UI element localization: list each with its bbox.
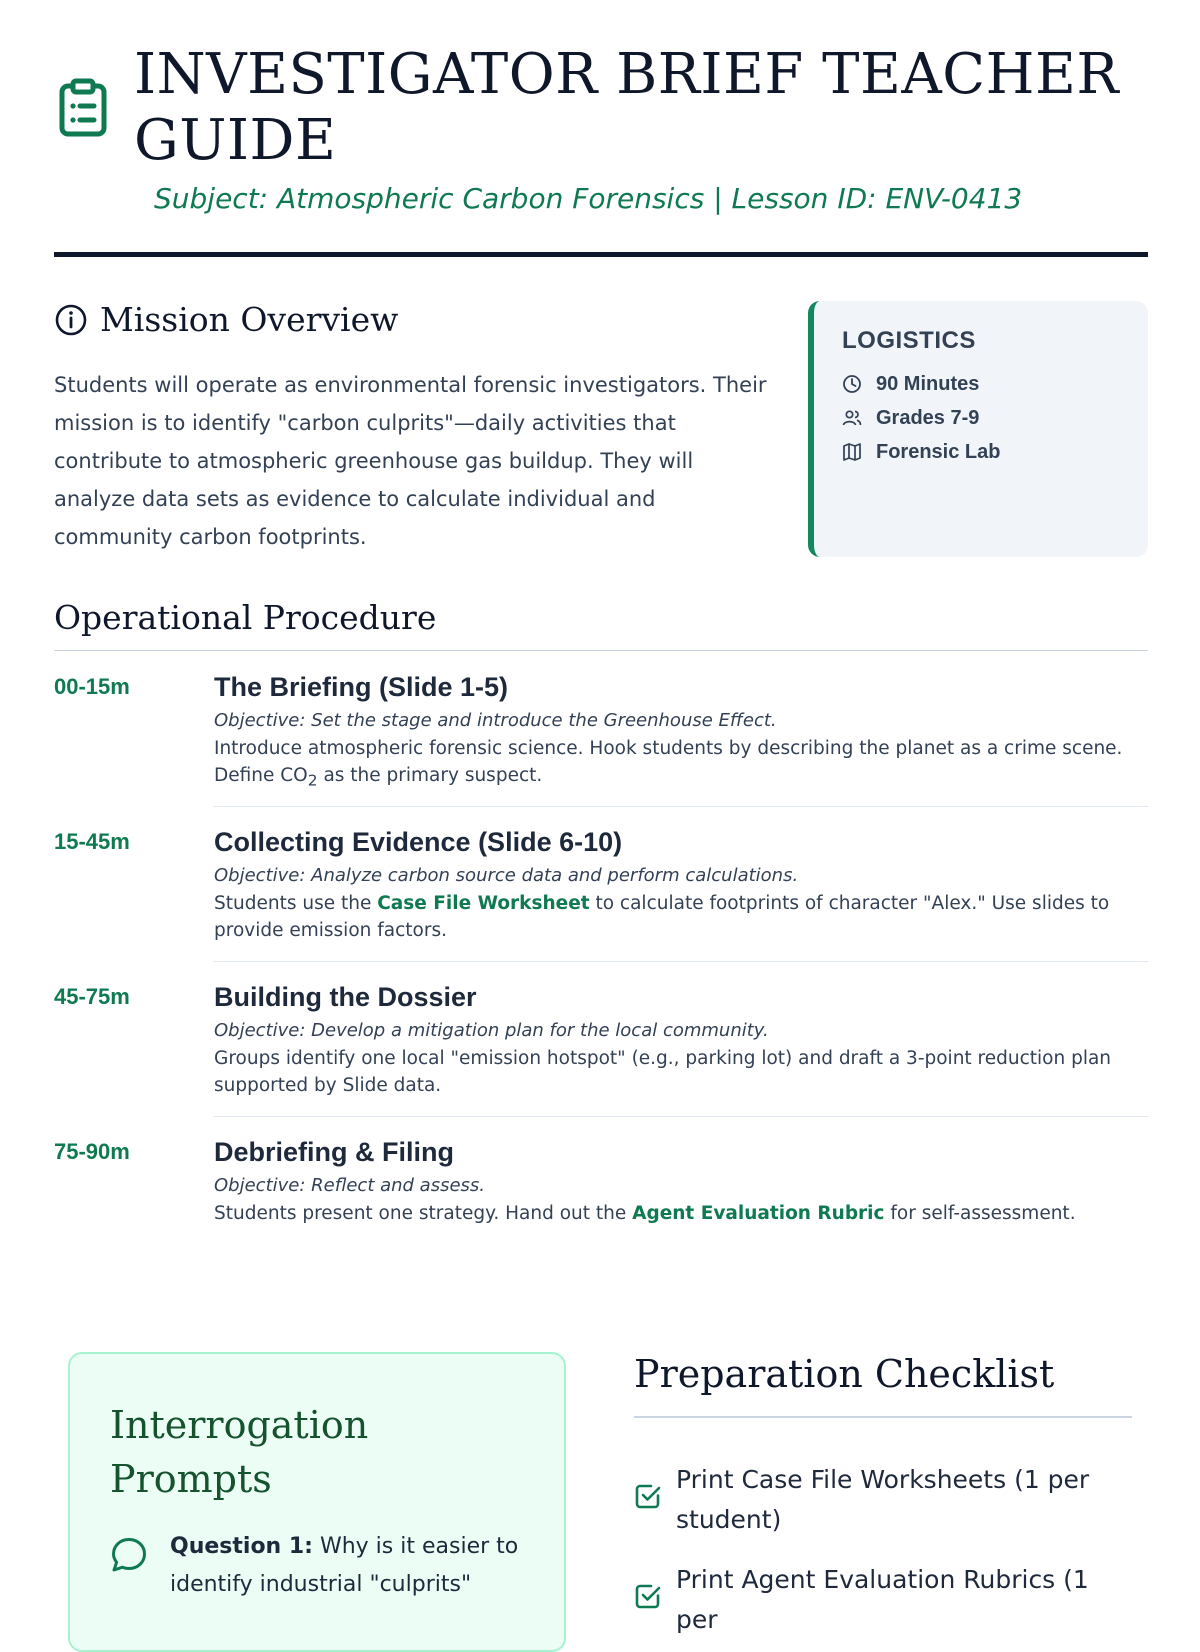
question-body: Why is it easier to identify industrial "culprits" [170,1534,519,1597]
checklist-item [634,1460,1132,1540]
step-title: The Briefing (Slide 1-5) [214,672,509,702]
checklist-divider [634,1416,1132,1418]
step-body [214,825,1148,944]
step-description: Groups identify one local "emission hotspot" (e.g., parking lot) and draft a 3-point reduction plan supported by Slide data. [214,1048,1112,1096]
mission-text: Students will operate as environmental forensic investigators. Their mission is to identify "carbon culprits"—daily activities that contribute to atmospheric greenhouse gas buildup. They will analyze data sets as evidence to calculate individual and community carbon footprints. [54,373,767,549]
message-circle-icon [110,1536,148,1574]
logistics-item-location [842,435,1148,469]
clock-icon [842,374,862,394]
step-body [214,670,1148,795]
checklist-item-text: Print Agent Evaluation Rubrics (1 per [676,1565,1089,1634]
step-description-subscript: 2 [307,771,318,790]
step-divider [214,961,1148,962]
step-description-text: for self-assessment. [884,1203,1076,1224]
prompt-question [110,1528,530,1604]
check-square-icon [634,1582,662,1610]
header-divider [54,252,1148,257]
step-divider [214,806,1148,807]
map-icon [842,442,862,462]
step-description-text: to calculate footprints of character "Alex." Use slides to provide emission factors. [214,893,1110,941]
step-description-text: Students use the [214,893,378,914]
step-divider [214,1116,1148,1117]
step-time: 00-15m [54,674,130,699]
procedure-divider [54,650,1148,651]
logistics-item-duration [842,367,1148,401]
checklist-item-text: Print Case File Worksheets (1 per student) [676,1465,1090,1534]
step-objective: Objective: Reflect and assess. [214,1175,486,1196]
step-body [214,980,1148,1099]
logistics-item-grades [842,401,1148,435]
step-objective: Objective: Develop a mitigation plan for the local community. [214,1020,769,1041]
users-icon [842,408,862,428]
step-description [214,735,1148,795]
logistics-panel [808,301,1148,557]
case-file-worksheet-reference: Case File Worksheet [377,893,590,914]
question-label: Question 1: [170,1534,313,1559]
step-title: Building the Dossier [214,982,477,1012]
mission-title: Mission Overview [100,300,399,339]
logistics-label: Forensic Lab [876,440,1001,463]
step-description-text: as the primary suspect. [317,765,543,786]
prompts-title: Interrogation Prompts [110,1403,369,1501]
step-description-text: Students present one strategy. Hand out the [214,1203,633,1224]
question-text [170,1528,530,1604]
step-time: 15-45m [54,829,130,854]
step-title: Collecting Evidence (Slide 6-10) [214,827,623,857]
logistics-label: 90 Minutes [876,372,980,395]
agent-evaluation-rubric-reference: Agent Evaluation Rubric [632,1203,885,1224]
step-objective: Objective: Set the stage and introduce the Greenhouse Effect. [214,710,777,731]
interrogation-prompts-panel [68,1352,566,1652]
checklist-title: Preparation Checklist [634,1352,1055,1396]
logistics-title: LOGISTICS [842,327,976,354]
step-body [214,1135,1148,1227]
step-title: Debriefing & Filing [214,1137,454,1167]
page-title: INVESTIGATOR BRIEF TEACHER GUIDE [134,42,1119,173]
step-description-text: Introduce atmospheric forensic science. Hook students by describing the planet as a crime scene. Define CO [214,738,1123,786]
step-description [214,890,1148,944]
step-objective: Objective: Analyze carbon source data and perform calculations. [214,865,799,886]
step-time: 75-90m [54,1139,130,1164]
logistics-label: Grades 7-9 [876,406,980,429]
clipboard-list-icon [58,78,110,138]
procedure-title: Operational Procedure [54,598,437,637]
step-time: 45-75m [54,984,130,1009]
preparation-checklist [634,1352,1132,1634]
checklist-item [634,1560,1132,1640]
page [54,0,1148,1634]
mission-heading [54,300,398,339]
page-subtitle: Subject: Atmospheric Carbon Forensics | Lesson ID: ENV-0413 [154,182,1023,215]
step-description [214,1200,1148,1227]
check-square-icon [634,1482,662,1510]
info-icon [54,303,88,337]
